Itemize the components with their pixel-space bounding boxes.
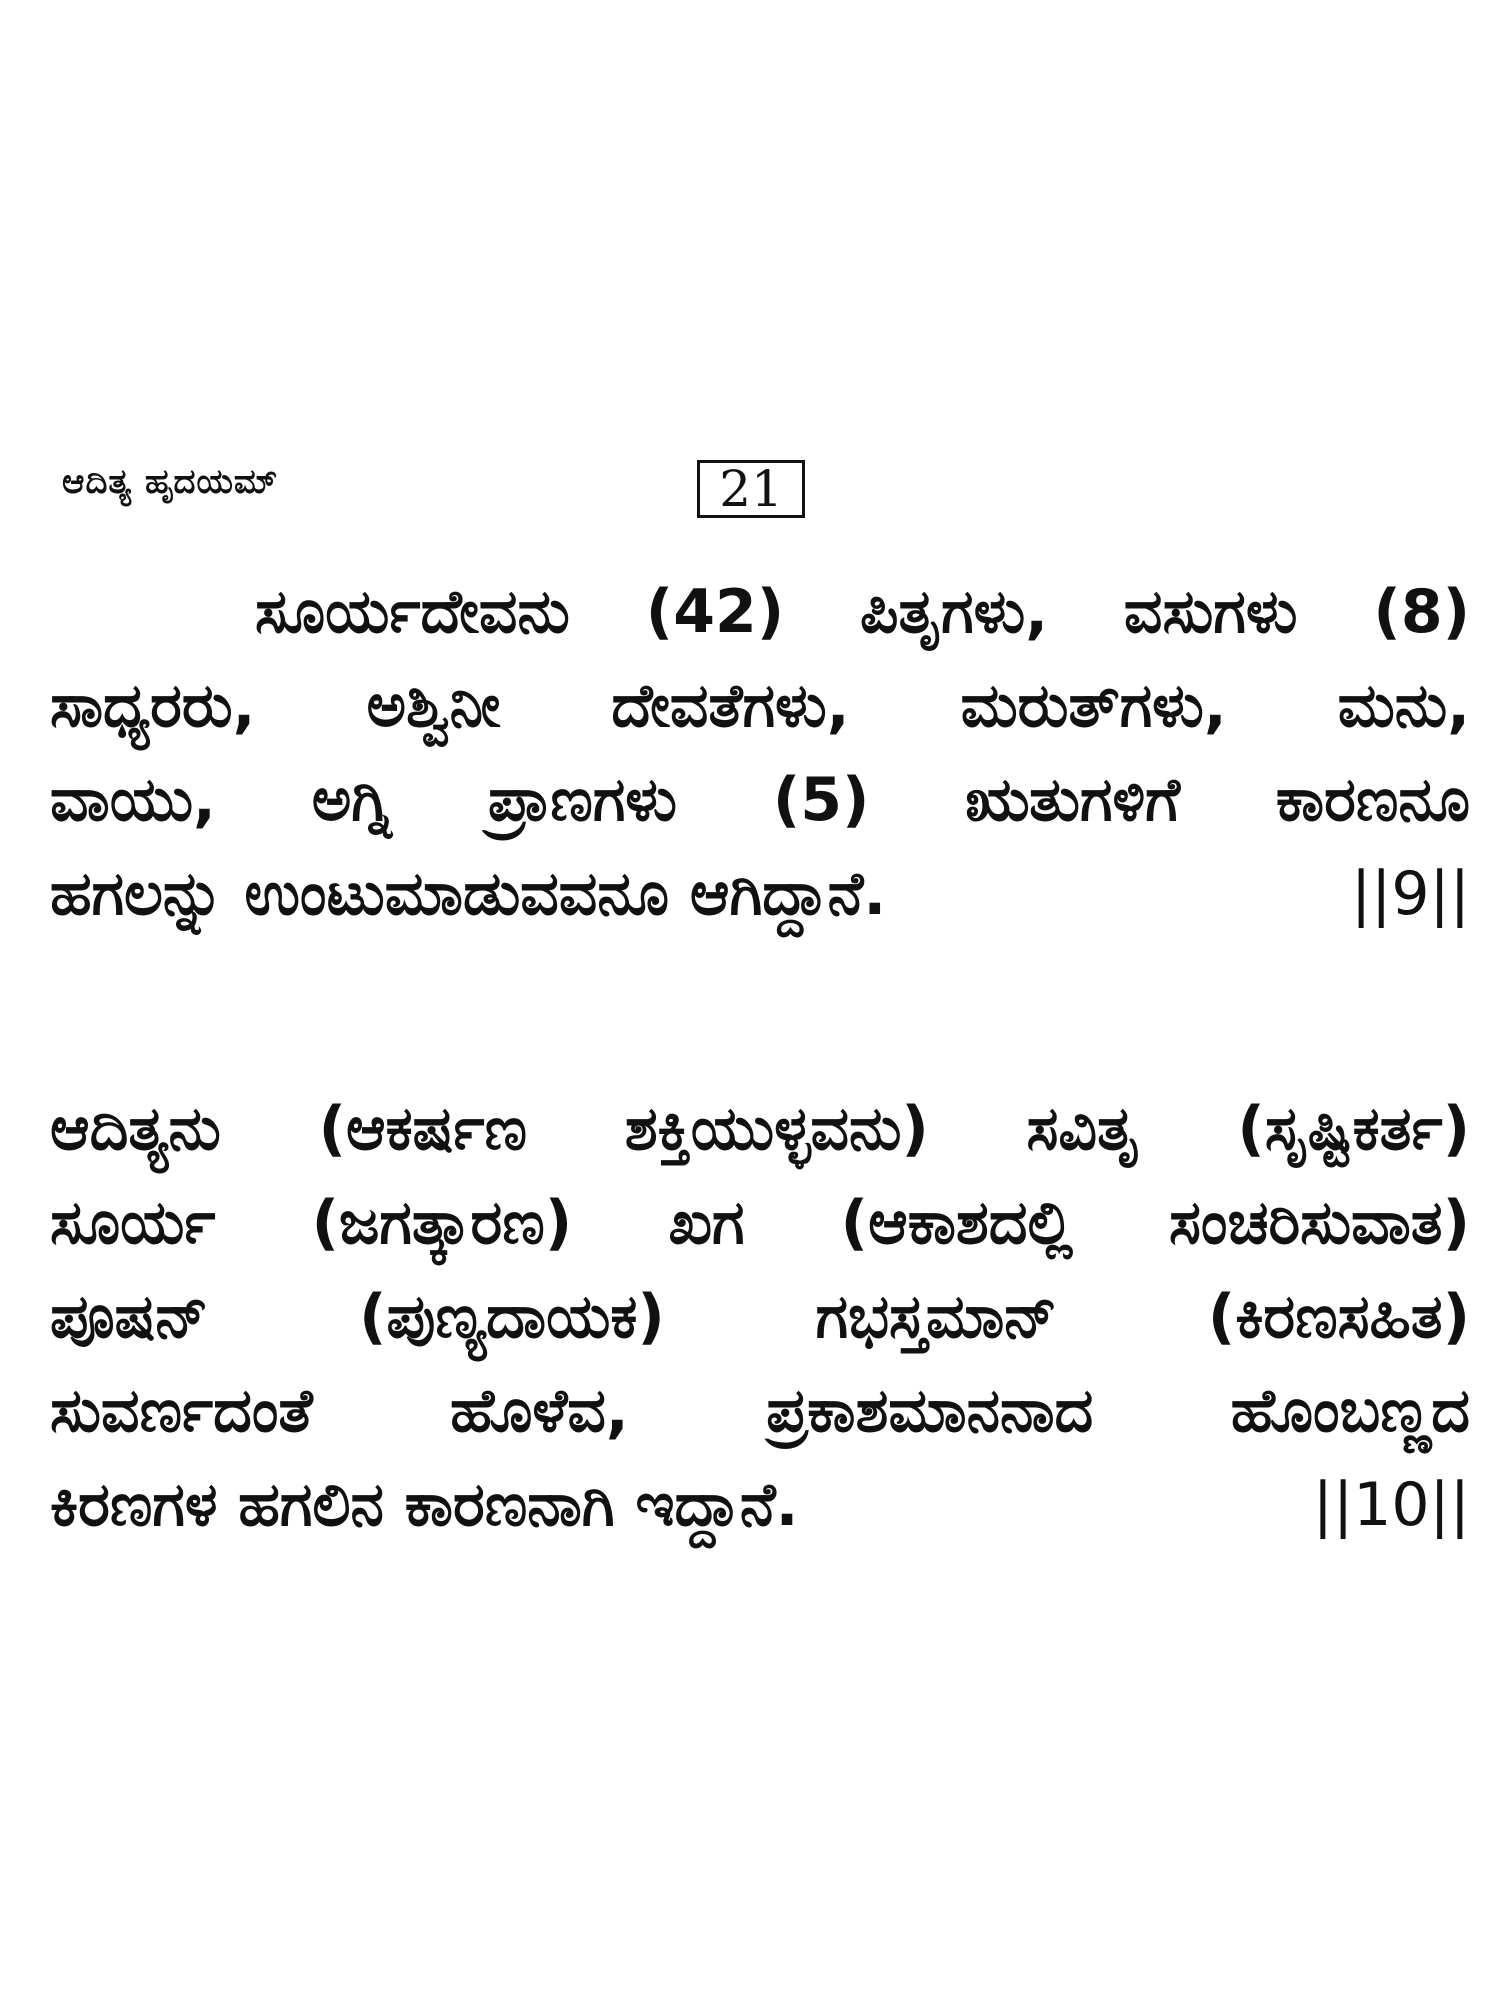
stanza-line: ಆದಿತ್ಯನು (ಆಕರ್ಷಣ ಶಕ್ತಿಯುಳ್ಳವನು) ಸವಿತೃ (ಸೃಷ್ಟಿಕರ್ತ) (50, 1094, 1470, 1164)
stanza-last-line (50, 1458, 1470, 1552)
stanza-last-line (50, 847, 1470, 941)
stanza-line: ಹಗಲನ್ನು ಉಂಟುಮಾಡುವವನೂ ಆಗಿದ್ದಾನೆ. (50, 859, 887, 929)
stanza-line: ಸಾಧ್ಯರರು, ಅಶ್ವಿನೀ ದೇವತೆಗಳು, ಮರುತ್‌ಗಳು, ಮನು, (50, 671, 1470, 741)
page-number: 21 (697, 460, 805, 518)
stanza-line: ಸೂರ್ಯದೇವನು (42) ಪಿತೃಗಳು, ವಸುಗಳು (8) (255, 577, 1470, 647)
stanza-line: ಪೂಷನ್ (ಪುಣ್ಯದಾಯಕ) ಗಭಸ್ತಮಾನ್ (ಕಿರಣಸಹಿತ) (50, 1282, 1470, 1352)
stanza-10 (50, 1082, 1470, 1552)
stanza-line: ವಾಯು, ಅಗ್ನಿ ಪ್ರಾಣಗಳು (5) ಋತುಗಳಿಗೆ ಕಾರಣನೂ (50, 765, 1470, 835)
verse-number: ||9|| (1350, 859, 1470, 929)
running-title: ಆದಿತ್ಯ ಹೃದಯಮ್ (62, 462, 279, 502)
stanza-line: ಕಿರಣಗಳ ಹಗಲಿನ ಕಾರಣನಾಗಿ ಇದ್ದಾನೆ. (50, 1470, 799, 1540)
verse-number: ||10|| (1312, 1470, 1470, 1540)
stanza-line: ಸುವರ್ಣದಂತೆ ಹೊಳೆವ, ಪ್ರಕಾಶಮಾನನಾದ ಹೊಂಬಣ್ಣದ (50, 1376, 1470, 1446)
stanza-line: ಸೂರ್ಯ (ಜಗತ್ಕಾರಣ) ಖಗ (ಆಕಾಶದಲ್ಲಿ ಸಂಚರಿಸುವಾತ) (50, 1188, 1470, 1258)
stanza-9 (50, 565, 1470, 941)
